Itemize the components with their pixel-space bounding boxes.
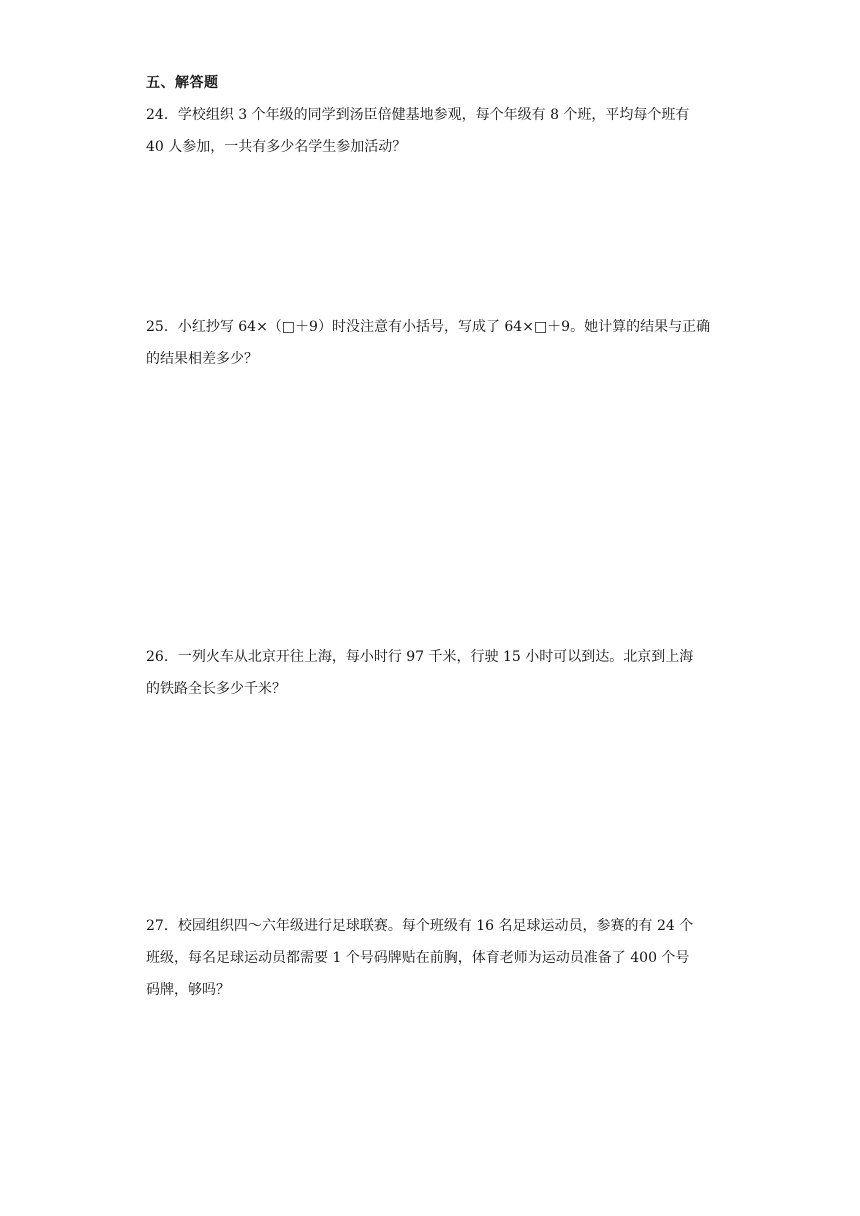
question-26-line-2: 的铁路全长多少千米？: [146, 681, 286, 697]
question-25: [146, 311, 726, 375]
question-26: [146, 641, 726, 705]
question-27-line-1: 27．校园组织四～六年级进行足球联赛。每个班级有 16 名足球运动员，参赛的有 24 个: [146, 918, 694, 934]
question-24-line-1: 24．学校组织 3 个年级的同学到汤臣倍健基地参观，每个年级有 8 个班，平均每个班有: [146, 107, 690, 123]
question-27: [146, 910, 726, 1006]
question-27-line-3: 码牌，够吗？: [146, 982, 230, 998]
question-24: [146, 99, 726, 163]
question-27-line-2: 班级，每名足球运动员都需要 1 个号码牌贴在前胸，体育老师为运动员准备了 400 个号: [146, 950, 690, 966]
question-24-line-2: 40 人参加，一共有多少名学生参加活动？: [146, 139, 407, 155]
question-25-line-2: 的结果相差多少？: [146, 351, 258, 367]
question-25-line-1: 25．小红抄写 64×（□＋9）时没注意有小括号，写成了 64×□＋9。她计算的结果与正确: [146, 319, 711, 335]
section-title: 五、解答题: [146, 75, 219, 91]
question-26-line-1: 26．一列火车从北京开往上海，每小时行 97 千米，行驶 15 小时可以到达。北京到上海: [146, 649, 694, 665]
